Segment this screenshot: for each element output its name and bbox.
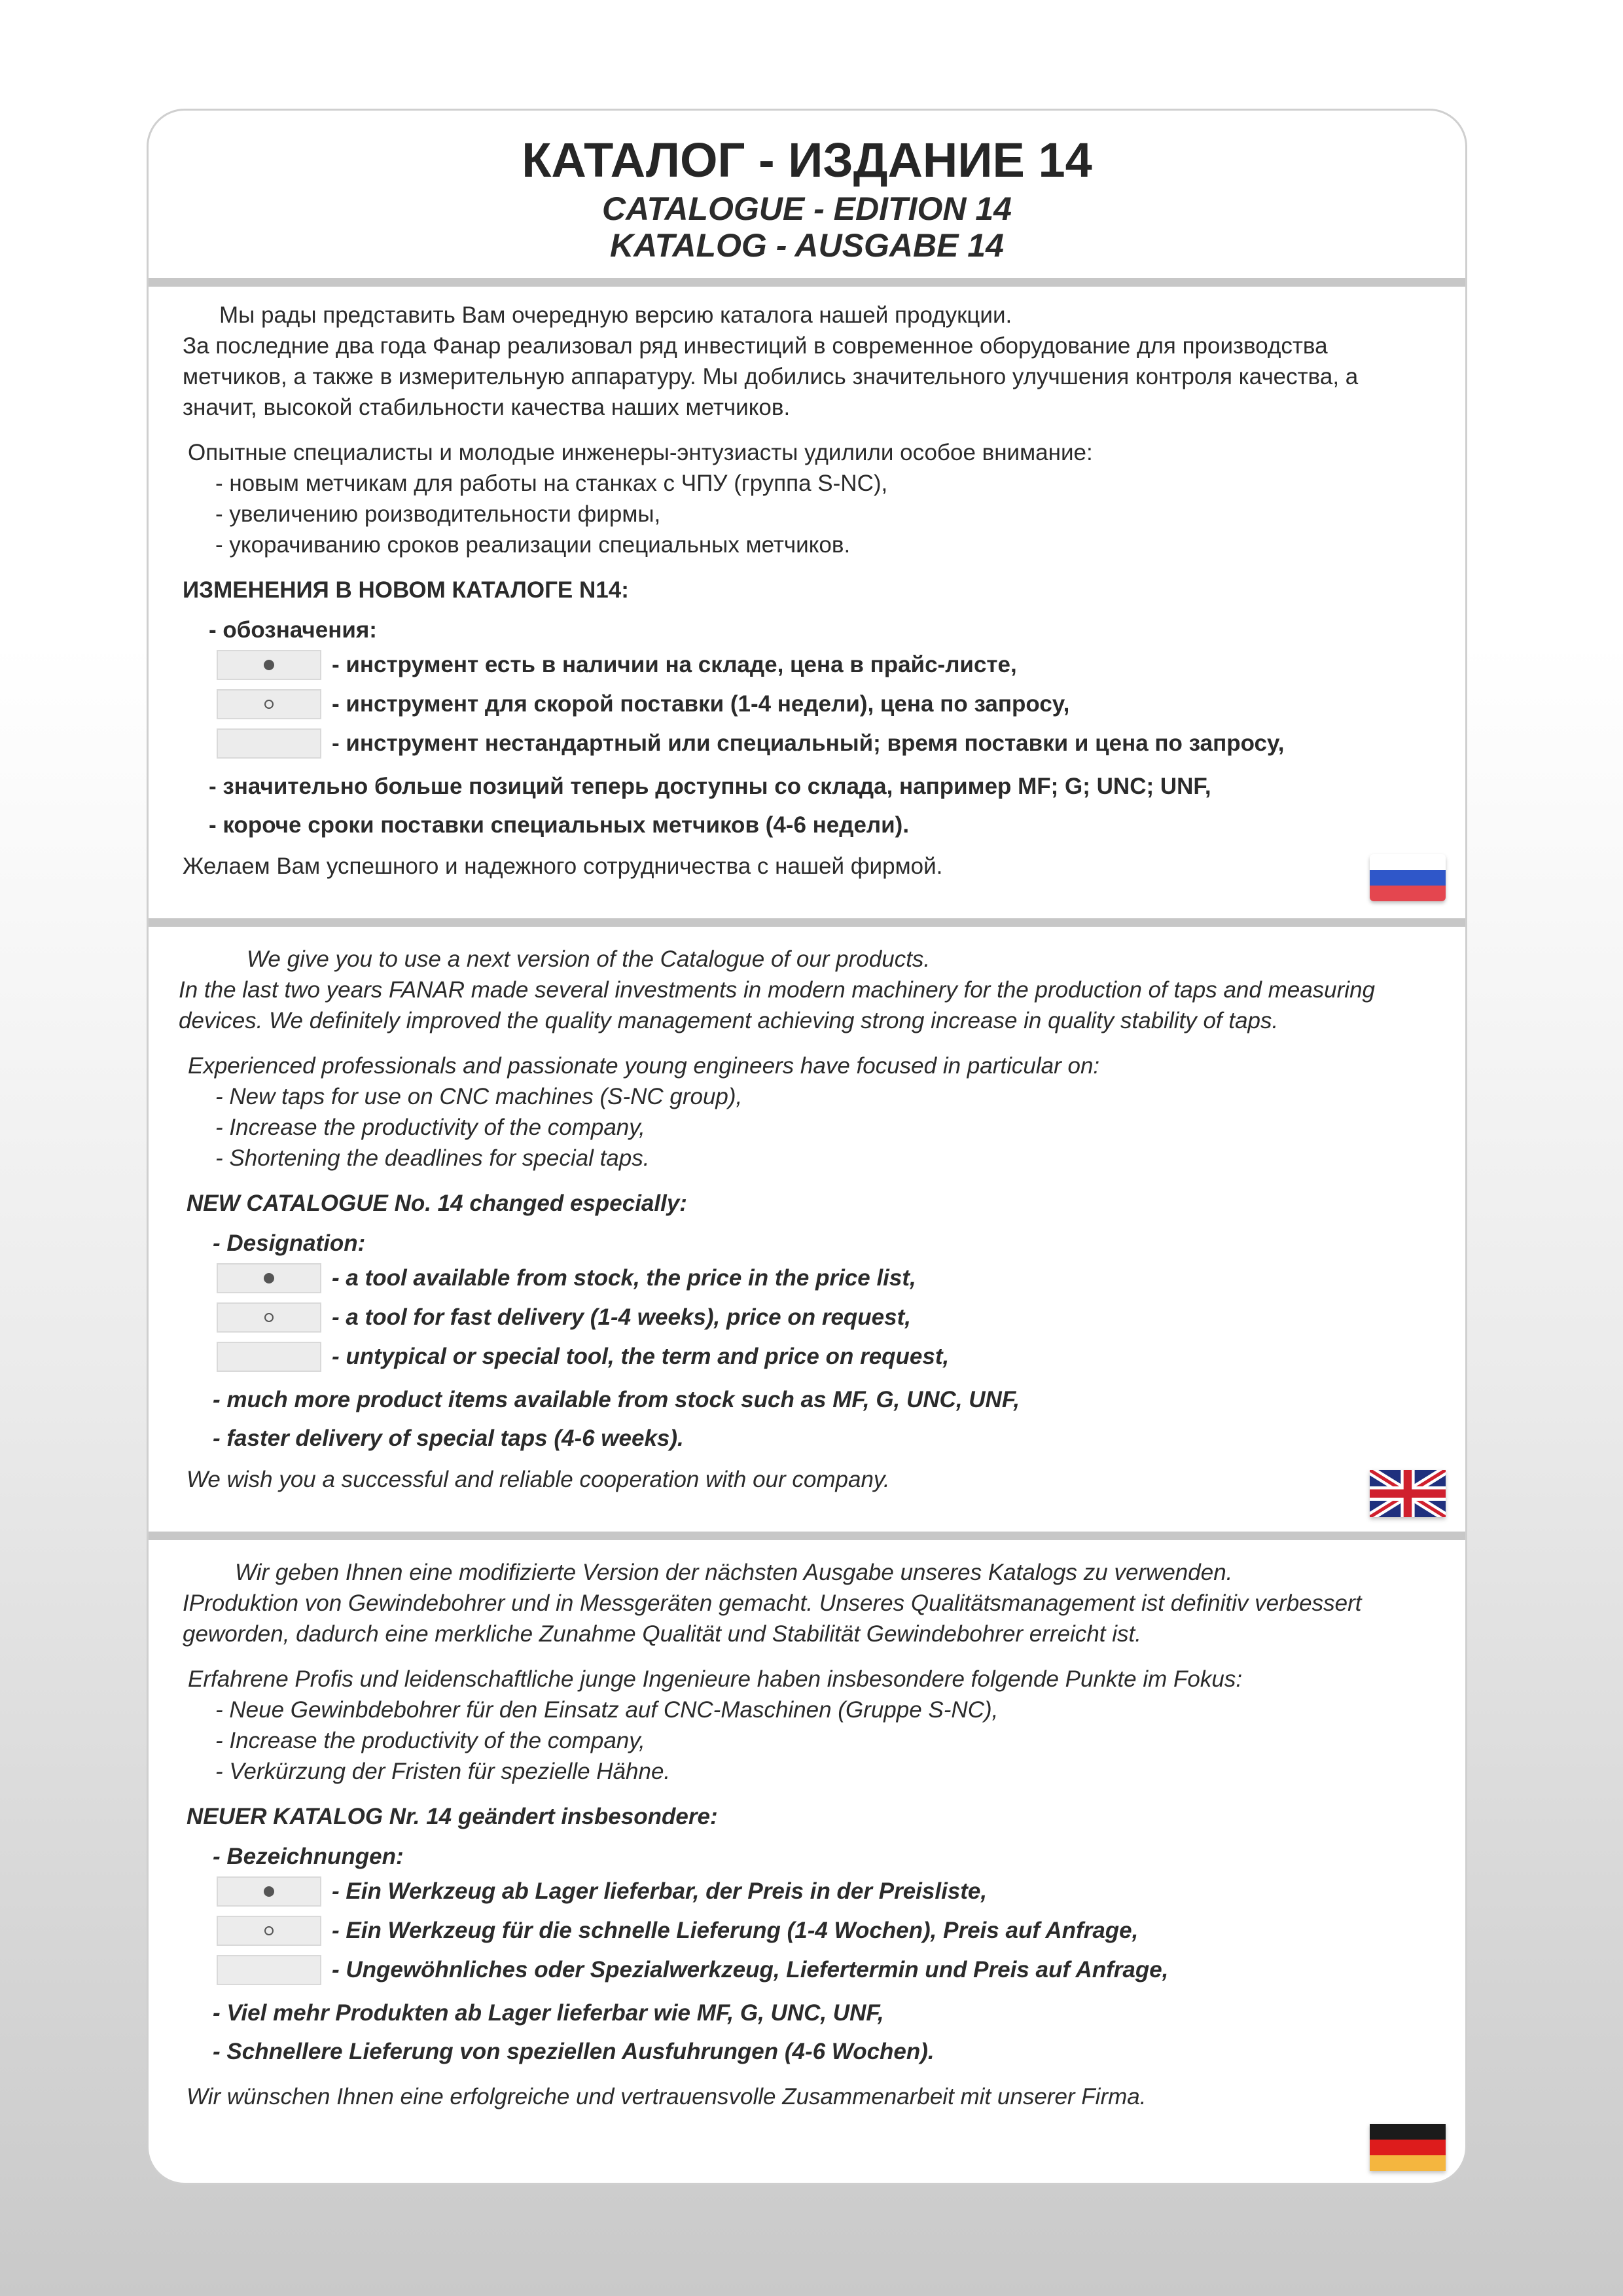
legend-swatch xyxy=(217,728,321,759)
focus-intro: Experienced professionals and passionate young engineers have focused in particular on: xyxy=(188,1053,1100,1079)
legend-text: - Ein Werkzeug ab Lager lieferbar, der Preis in der Preisliste, xyxy=(332,1878,988,1904)
focus-intro: Опытные специалисты и молодые инженеры-энтузиасты удилили особое внимание: xyxy=(188,440,1093,465)
russia-flag-icon xyxy=(1370,854,1446,901)
designation-label: - обозначения: xyxy=(209,617,377,643)
legend-text: - untypical or special tool, the term and price on request, xyxy=(332,1344,950,1369)
legend-swatch xyxy=(217,1916,321,1946)
changes-heading: ИЗМЕНЕНИЯ В НОВОМ КАТАЛОГЕ N14: xyxy=(183,577,629,603)
designation-label: - Designation: xyxy=(213,1230,366,1256)
bullet: - faster delivery of special taps (4-6 weeks). xyxy=(213,1426,684,1451)
changes-heading: NEUER KATALOG Nr. 14 geändert insbesondere: xyxy=(187,1804,718,1829)
bullet: - Schnellere Lieferung von speziellen Ausfuhrungen (4-6 Wochen). xyxy=(213,2039,935,2064)
legend-row-special xyxy=(183,724,1429,763)
section-german xyxy=(149,1540,1465,2185)
focus-item: - Increase the productivity of the company, xyxy=(215,1115,645,1140)
legend-row-special xyxy=(179,1337,1455,1376)
intro-first-line: Wir geben Ihnen eine modifizierte Version der nächsten Ausgabe unseres Katalogs zu verwenden. xyxy=(235,1560,1233,1585)
focus-item: - New taps for use on CNC machines (S-NC group), xyxy=(215,1084,743,1109)
intro-rest: In the last two years FANAR made several investments in modern machinery for the production of taps and measuring devices. We definitely improved the quality management achieving strong increase in quality stability of taps. xyxy=(179,977,1375,1033)
hollow-dot-icon xyxy=(264,1926,274,1935)
legend-text: - a tool available from stock, the price in the price list, xyxy=(332,1265,916,1291)
section-russian xyxy=(149,287,1465,918)
legend-swatch xyxy=(217,1302,321,1333)
intro-paragraph xyxy=(183,300,1429,423)
focus-item: - Verkürzung der Fristen für spezielle Hähne. xyxy=(215,1759,671,1784)
legend-text: - инструмент нестандартный или специальный; время поставки и цена по запросу, xyxy=(332,730,1285,756)
hollow-dot-icon xyxy=(264,1313,274,1322)
divider xyxy=(149,278,1465,287)
divider xyxy=(149,1532,1465,1540)
focus-item: - увеличению роизводительности фирмы, xyxy=(215,501,661,527)
legend-row-stock xyxy=(179,1259,1455,1298)
filled-dot-icon xyxy=(264,1273,274,1283)
focus-item: - новым метчикам для работы на станках с ЧПУ (группа S-NC), xyxy=(215,471,888,496)
focus-intro: Erfahrene Profis und leidenschaftliche junge Ingenieure haben insbesondere folgende Punkte im Fokus: xyxy=(188,1666,1243,1692)
legend-row-fast xyxy=(179,1298,1455,1337)
legend-text: - инструмент для скорой поставки (1-4 недели), цена по запросу, xyxy=(332,691,1070,717)
closing-text: We wish you a successful and reliable cooperation with our company. xyxy=(187,1467,890,1492)
bullet: - значительно больше позиций теперь доступны со склада, например MF; G; UNC; UNF, xyxy=(209,774,1211,799)
legend-swatch xyxy=(217,1955,321,1985)
legend-swatch xyxy=(217,1876,321,1907)
uk-flag-icon xyxy=(1370,1470,1446,1517)
legend-text: - Ungewöhnliches oder Spezialwerkzeug, Liefertermin und Preis auf Anfrage, xyxy=(332,1957,1169,1982)
title-english: CATALOGUE - EDITION 14 xyxy=(602,190,1012,227)
filled-dot-icon xyxy=(264,660,274,670)
legend-swatch xyxy=(217,1342,321,1372)
focus-item: - Neue Gewinbdebohrer für den Einsatz auf CNC-Maschinen (Gruppe S-NC), xyxy=(215,1697,999,1723)
header xyxy=(149,111,1465,278)
title-russian: КАТАЛОГ - ИЗДАНИЕ 14 xyxy=(522,133,1092,187)
legend-swatch xyxy=(217,1263,321,1293)
closing-text: Желаем Вам успешного и надежного сотрудничества с нашей фирмой. xyxy=(183,853,943,879)
legend-row-stock xyxy=(183,645,1429,685)
intro-paragraph xyxy=(183,1557,1455,1649)
legend-row-stock xyxy=(183,1872,1455,1911)
focus-item: - Increase the productivity of the company, xyxy=(215,1728,645,1753)
focus-item: - укорачиванию сроков реализации специальных метчиков. xyxy=(215,532,851,558)
filled-dot-icon xyxy=(264,1886,274,1897)
title-german: KATALOG - AUSGABE 14 xyxy=(610,227,1004,264)
bullet: - much more product items available from stock such as MF, G, UNC, UNF, xyxy=(213,1387,1020,1412)
focus-item: - Shortening the deadlines for special taps. xyxy=(215,1145,650,1171)
catalogue-card xyxy=(147,109,1467,2185)
bullet: - короче сроки поставки специальных метчиков (4-6 недели). xyxy=(209,812,910,838)
closing-text: Wir wünschen Ihnen eine erfolgreiche und vertrauensvolle Zusammenarbeit mit unserer Firma. xyxy=(187,2084,1147,2109)
intro-paragraph xyxy=(179,944,1455,1036)
legend-text: - a tool for fast delivery (1-4 weeks), price on request, xyxy=(332,1304,911,1330)
designation-label: - Bezeichnungen: xyxy=(213,1844,404,1869)
intro-rest: За последние два года Фанар реализовал ряд инвестиций в современное оборудование для производства метчиков, а также в измерительную аппаратуру. Мы добились значительного улучшения контроля качества, а значит, высокой стабильности качества наших метчиков. xyxy=(183,333,1359,420)
intro-first-line: We give you to use a next version of the Catalogue of our products. xyxy=(247,946,931,972)
legend-swatch xyxy=(217,689,321,719)
legend-row-special xyxy=(183,1950,1455,1990)
legend-row-fast xyxy=(183,1911,1455,1950)
changes-heading: NEW CATALOGUE No. 14 changed especially: xyxy=(187,1191,687,1216)
intro-first-line: Мы рады представить Вам очередную версию каталога нашей продукции. xyxy=(219,302,1012,328)
intro-rest: IProduktion von Gewindebohrer und in Messgeräten gemacht. Unseres Qualitätsmanagement ist definitiv verbessert geworden, dadurch eine merkliche Zunahme Qualität und Stabilität Gewindebohrer erreicht ist. xyxy=(183,1590,1362,1647)
hollow-dot-icon xyxy=(264,700,274,709)
legend-swatch xyxy=(217,650,321,680)
germany-flag-icon xyxy=(1370,2124,1446,2171)
legend-text: - Ein Werkzeug für die schnelle Lieferung (1-4 Wochen), Preis auf Anfrage, xyxy=(332,1918,1139,1943)
legend-row-fast xyxy=(183,685,1429,724)
section-english xyxy=(149,927,1465,1532)
bullet: - Viel mehr Produkten ab Lager lieferbar wie MF, G, UNC, UNF, xyxy=(213,2000,884,2026)
legend-text: - инструмент есть в наличии на складе, цена в прайс-листе, xyxy=(332,652,1017,677)
divider xyxy=(149,918,1465,927)
